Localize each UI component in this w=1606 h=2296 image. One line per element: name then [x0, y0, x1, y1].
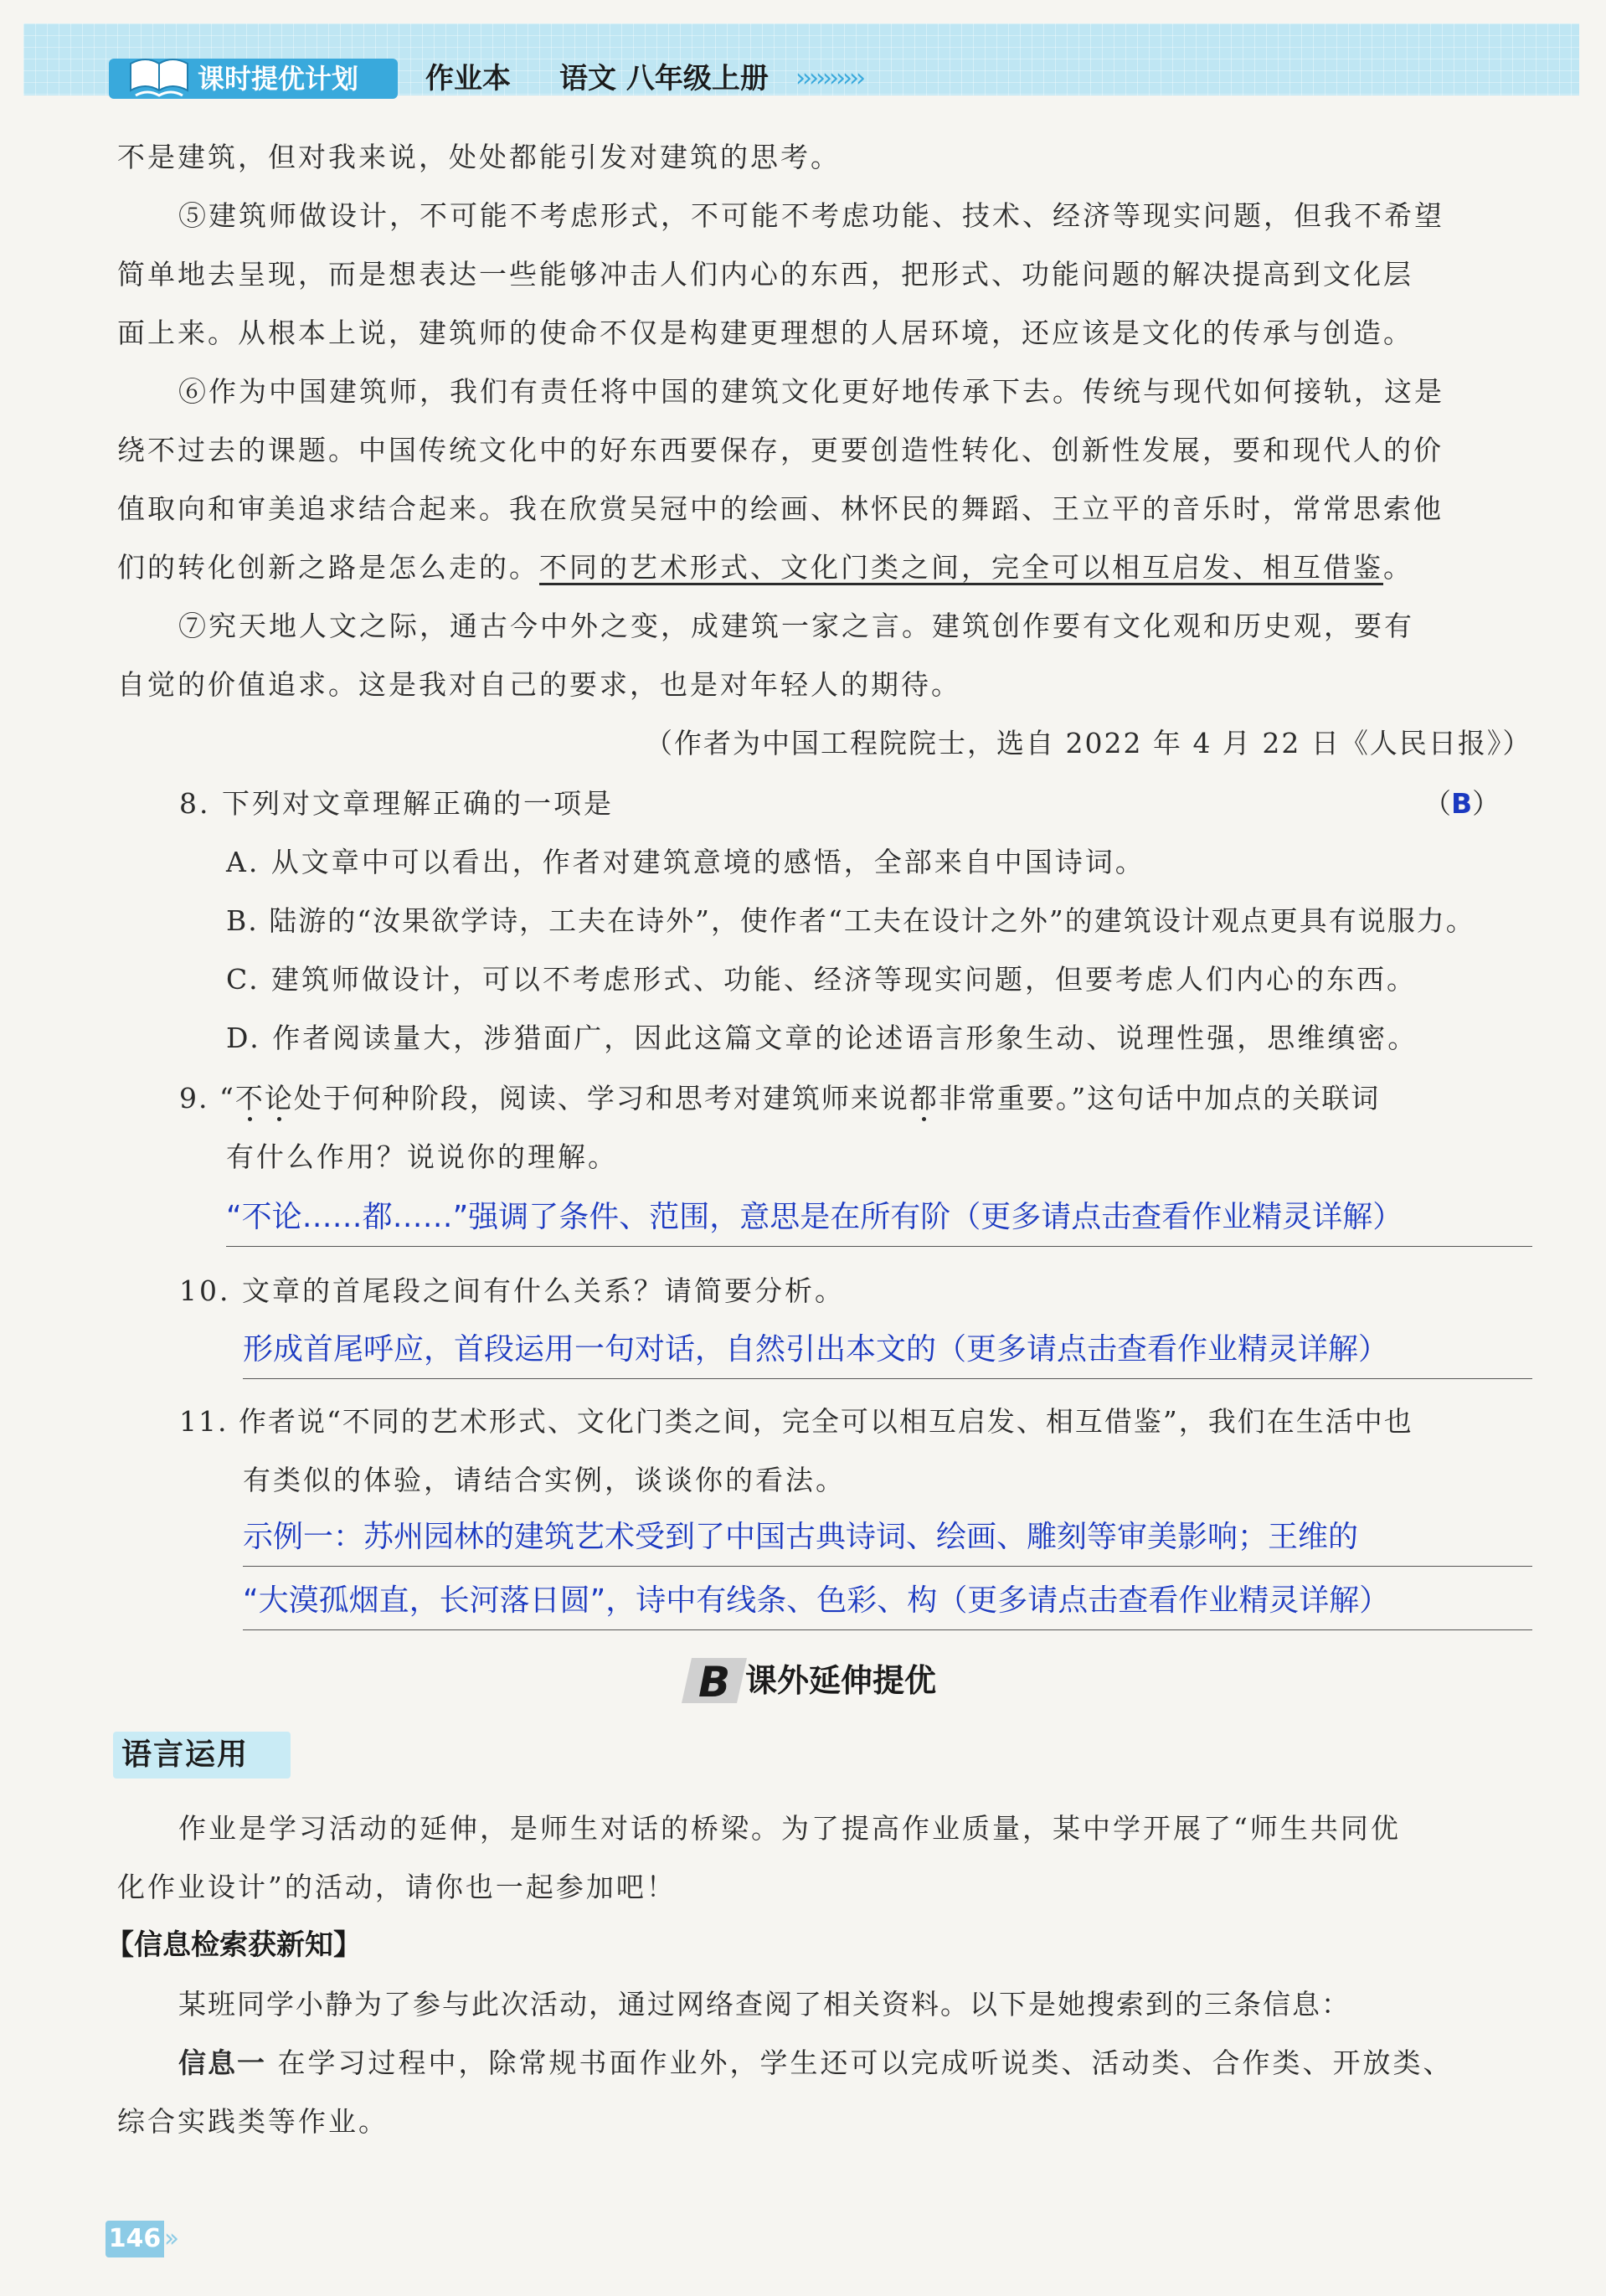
page-number-arrows: ››: [164, 2224, 174, 2253]
question-8-option-d: D. 作者阅读量大，涉猎面广，因此这篇文章的论述语言形象生动、说理性强，思维缜密。: [226, 1022, 1418, 1054]
paragraph-5-line: ⑤建筑师做设计，不可能不考虑形式，不可能不考虑功能、技术、经济等现实问题，但我不希望: [178, 199, 1444, 232]
q9-dotted-char: 不: [234, 1082, 265, 1115]
question-8-answer: B: [1451, 787, 1473, 820]
underlined-sentence: 不同的艺术形式、文化门类之间，完全可以相互启发、相互借鉴: [539, 551, 1383, 584]
paragraph-6-end: 。: [1383, 551, 1413, 584]
question-11-stem-line2: 有类似的体验，请结合实例，谈谈你的看法。: [243, 1464, 846, 1496]
section-b-title: 课外延伸提优: [745, 1662, 937, 1699]
article-line: 不是建筑，但对我来说，处处都能引发对建筑的思考。: [117, 141, 841, 173]
workbook-label: 作业本: [425, 62, 511, 95]
article-source: （作者为中国工程院院士，选自 2022 年 4 月 22 日《人民日报》）: [645, 727, 1532, 759]
question-11-answer-line1: 示例一：苏州园林的建筑艺术受到了中国古典诗词、绘画、雕刻等审美影响；王维的: [243, 1520, 1359, 1554]
paragraph-6-line: 绕不过去的课题。中国传统文化中的好东西要保存，更要创造性转化、创新性发展，要和现代人的价: [117, 434, 1444, 466]
answer-line: [226, 1246, 1532, 1247]
info-retrieval-title: 【信息检索获新知】: [106, 1928, 362, 1962]
question-8-stem: 8. 下列对文章理解正确的一项是: [179, 787, 614, 820]
paragraph-6-line: [117, 549, 1413, 586]
paragraph-6-text: 们的转化创新之路是怎么走的。: [117, 551, 539, 584]
q9-dotted-char: 论: [264, 1082, 294, 1115]
answer-line: [243, 1629, 1532, 1630]
info-intro: 某班同学小静为了参与此次活动，通过网络查阅了相关资料。以下是她搜索到的三条信息：: [178, 1988, 1351, 2021]
info-one-line: [178, 2045, 1454, 2082]
brand-logo-text: 课时提优计划: [198, 63, 359, 95]
info-one-label: 信息一: [178, 2046, 266, 2079]
paragraph-5-line: 面上来。从根本上说，建筑师的使命不仅是构建更理想的人居环境，还应该是文化的传承与创造。: [117, 317, 1413, 349]
info-one-line2: 综合实践类等作业。: [117, 2105, 389, 2138]
question-9-stem-line2: 有什么作用？说说你的理解。: [226, 1140, 618, 1173]
question-8-option-b: B. 陆游的“汝果欲学诗，工夫在诗外”，使作者“工夫在设计之外”的建筑设计观点更具有说服力。: [226, 904, 1475, 937]
language-use-tag-text: 语言运用: [121, 1737, 250, 1772]
paragraph-6-line: 值取向和审美追求结合起来。我在欣赏吴冠中的绘画、林怀民的舞蹈、王立平的音乐时，常常思索他: [117, 492, 1444, 525]
paragraph-6-line: ⑥作为中国建筑师，我们有责任将中国的建筑文化更好地传承下去。传统与现代如何接轨，这是: [178, 375, 1444, 408]
open-book-icon: [126, 52, 193, 102]
question-8-option-c: C. 建筑师做设计，可以不考虑形式、功能、经济等现实问题，但要考虑人们内心的东西。: [226, 963, 1418, 996]
question-11-answer-line2: “大漠孤烟直，长河落日圆”，诗中有线条、色彩、构（更多请点击查看作业精灵详解）: [243, 1583, 1390, 1618]
paragraph-7-line: 自觉的价值追求。这是我对自己的要求，也是对年轻人的期待。: [117, 668, 961, 701]
question-9-answer: “不论……都……”强调了条件、范围，意思是在所有阶（更多请点击查看作业精灵详解）: [226, 1200, 1403, 1234]
question-11-stem: 11. 作者说“不同的艺术形式、文化门类之间，完全可以相互启发、相互借鉴”，我们在生活中也: [179, 1405, 1413, 1438]
answer-line: [243, 1566, 1532, 1567]
bracket-open: （: [1423, 787, 1451, 820]
paragraph-7-line: ⑦究天地人文之际，通古今中外之变，成建筑一家之言。建筑创作要有文化观和历史观，要有: [178, 610, 1414, 642]
subject-grade-label: 语文 八年级上册: [559, 62, 769, 95]
q9-part: 9. “: [179, 1082, 235, 1115]
question-8-answer-bracket: [1423, 785, 1500, 822]
page-number: 146: [106, 2221, 164, 2257]
paragraph-5-line: 简单地去呈现，而是想表达一些能够冲击人们内心的东西，把形式、功能问题的解决提高到文化层: [117, 258, 1413, 291]
language-use-intro-line: 作业是学习活动的延伸，是师生对话的桥梁。为了提高作业质量，某中学开展了“师生共同优: [178, 1812, 1401, 1845]
bracket-close: ）: [1472, 787, 1500, 820]
section-b-badge-icon: [680, 1655, 749, 1707]
svg-text:B: B: [698, 1658, 731, 1707]
question-10-answer: 形成首尾呼应，首段运用一句对话，自然引出本文的（更多请点击查看作业精灵详解）: [243, 1332, 1389, 1367]
question-8-option-a: A. 从文章中可以看出，作者对建筑意境的感悟，全部来自中国诗词。: [226, 846, 1145, 878]
q9-part: 非常重要。”这句话中加点的关联词: [938, 1082, 1381, 1115]
header-arrows: ››››››››››: [795, 64, 862, 93]
info-one-text: 在学习过程中，除常规书面作业外，学生还可以完成听说类、活动类、合作类、开放类、: [266, 2046, 1454, 2079]
language-use-intro-line: 化作业设计”的活动，请你也一起参加吧！: [117, 1871, 677, 1903]
question-10-stem: 10. 文章的首尾段之间有什么关系？请简要分析。: [179, 1274, 845, 1307]
q9-part: 处于何种阶段，阅读、学习和思考对建筑师来说: [293, 1082, 909, 1115]
q9-dotted-char: 都: [909, 1082, 939, 1115]
question-9-stem: [179, 1080, 1380, 1117]
answer-line: [243, 1378, 1532, 1379]
